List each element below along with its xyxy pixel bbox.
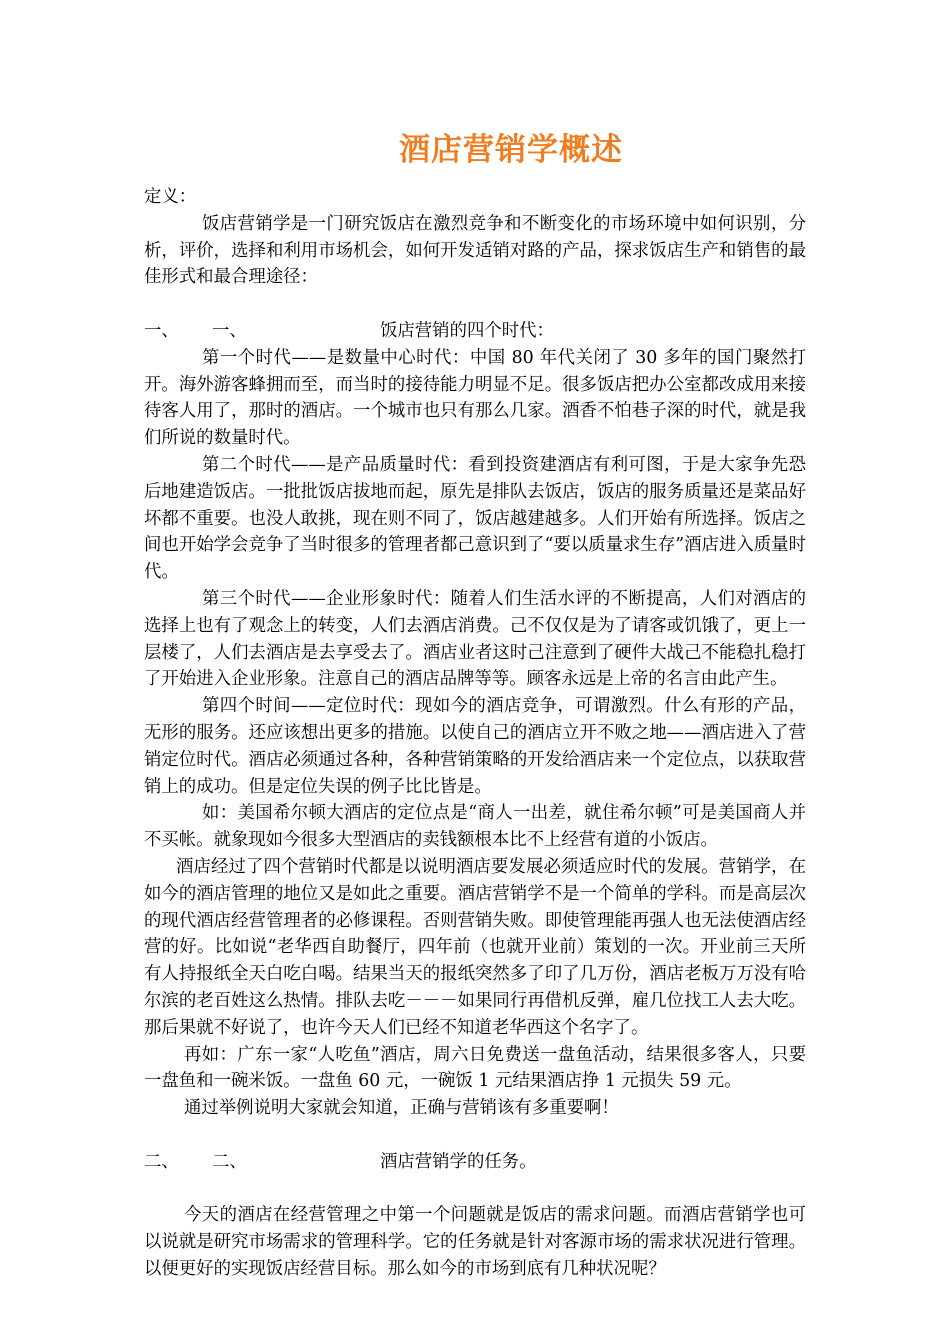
- era-paragraph-2: 第二个时代——是产品质量时代：看到投资建酒店有利可图，于是大家争先恐后地建造饭店。一批批饭店拔地而起，原先是排队去饭店，饭店的服务质量还是菜品好坏都不重要。也没人敢挑，现在则不同了，饭店越建越多。人们开始有所选择。饭店之间也开始学会竞争了当时很多的管理者都己意识到了“要以质量求生存”酒店进入质量时代。: [144, 454, 806, 583]
- summary-paragraph: 酒店经过了四个营销时代都是以说明酒店要发展必须适应时代的发展。营销学，在如今的酒店管理的地位又是如此之重要。酒店营销学不是一个简单的学科。而是高层次的现代酒店经营管理者的必修课程。否则营销失败。即使管理能再强人也无法使酒店经营的好。比如说“老华西自助餐厅，四年前（也就开业前）策划的一次。开业前三天所有人持报纸全天白吃白喝。结果当天的报纸突然多了印了几万份，酒店老板万万没有哈尔滨的老百姓这么热情。排队去吃－－－如果同行再借机反弹，雇几位找工人去大吃。那后果就不好说了，也许今天人们已经不知道老华西这个名字了。: [144, 856, 806, 1038]
- document-body: [144, 184, 806, 1283]
- era-paragraph-1: 第一个时代——是数量中心时代：中国 80 年代关闭了 30 多年的国门聚然打开。海外游客蜂拥而至，而当时的接待能力明显不足。很多饭店把办公室都改成用来接待客人用了，那时的酒店。一个城市也只有那么几家。酒香不怕巷子深的时代，就是我们所说的数量时代。: [144, 347, 806, 449]
- era-paragraph-4: 第四个时间——定位时代：现如今的酒店竞争，可谓激烈。什么有形的产品，无形的服务。还应该想出更多的措施。以使自己的酒店立开不败之地——酒店进入了营销定位时代。酒店必须通过各种，各种营销策略的开发给酒店来一个定位点，以获取营销上的成功。但是定位失误的例子比比皆是。: [144, 696, 806, 797]
- conclusion-paragraph: 通过举例说明大家就会知道，正确与营销该有多重要啊！: [184, 1098, 619, 1119]
- definition-label: 定义：: [144, 187, 197, 207]
- section-heading-2: [144, 1149, 806, 1176]
- section-number: 一、: [144, 320, 179, 341]
- section-number: 一、: [212, 320, 247, 341]
- spacer: [144, 1175, 806, 1202]
- page-title: 酒店营销学概述: [399, 132, 623, 168]
- section-heading-text: 饭店营销的四个时代：: [380, 320, 554, 341]
- spacer: [144, 1122, 806, 1149]
- task-paragraph: 今天的酒店在经营管理之中第一个问题就是饭店的需求问题。而酒店营销学也可以说就是研究市场需求的管理科学。它的任务就是针对客源市场的需求状况进行管理。以便更好的实现饭店经营目标。那么如今的市场到底有几种状况呢？: [144, 1205, 806, 1279]
- definition-paragraph: 饭店营销学是一门研究饭店在激烈竞争和不断变化的市场环境中如何识别，分析，评价，选择和利用市场机会，如何开发适销对路的产品，探求饭店生产和销售的最佳形式和最合理途径：: [144, 213, 806, 288]
- section-number: 二、: [144, 1151, 179, 1172]
- example-paragraph-2: 再如：广东一家“人吃鱼”酒店，周六日免费送一盘鱼活动，结果很多客人，只要一盘鱼和一碗米饭。一盘鱼 60 元，一碗饭 1 元结果酒店挣 1 元损失 59 元。: [144, 1044, 806, 1092]
- section-number: 二、: [212, 1151, 247, 1172]
- spacer: [144, 291, 806, 318]
- section-heading-text: 酒店营销学的任务。: [380, 1151, 537, 1172]
- section-heading-1: [144, 318, 806, 345]
- example-paragraph: 如：美国希尔顿大酒店的定位点是“商人一出差，就住希尔顿”可是美国商人并不买帐。就象现如今很多大型酒店的卖钱额根本比不上经营有道的小饭店。: [144, 803, 806, 851]
- era-paragraph-3: 第三个时代——企业形象时代：随着人们生活水评的不断提高，人们对酒店的选择上也有了观念上的转变，人们去酒店消费。己不仅仅是为了请客或饥饿了，更上一层楼了，人们去酒店是去享受去了。酒店业者这时己注意到了硬件大战己不能稳扎稳打了开始进入企业形象。注意自己的酒店品牌等等。顾客永远是上帝的名言由此产生。: [144, 588, 806, 690]
